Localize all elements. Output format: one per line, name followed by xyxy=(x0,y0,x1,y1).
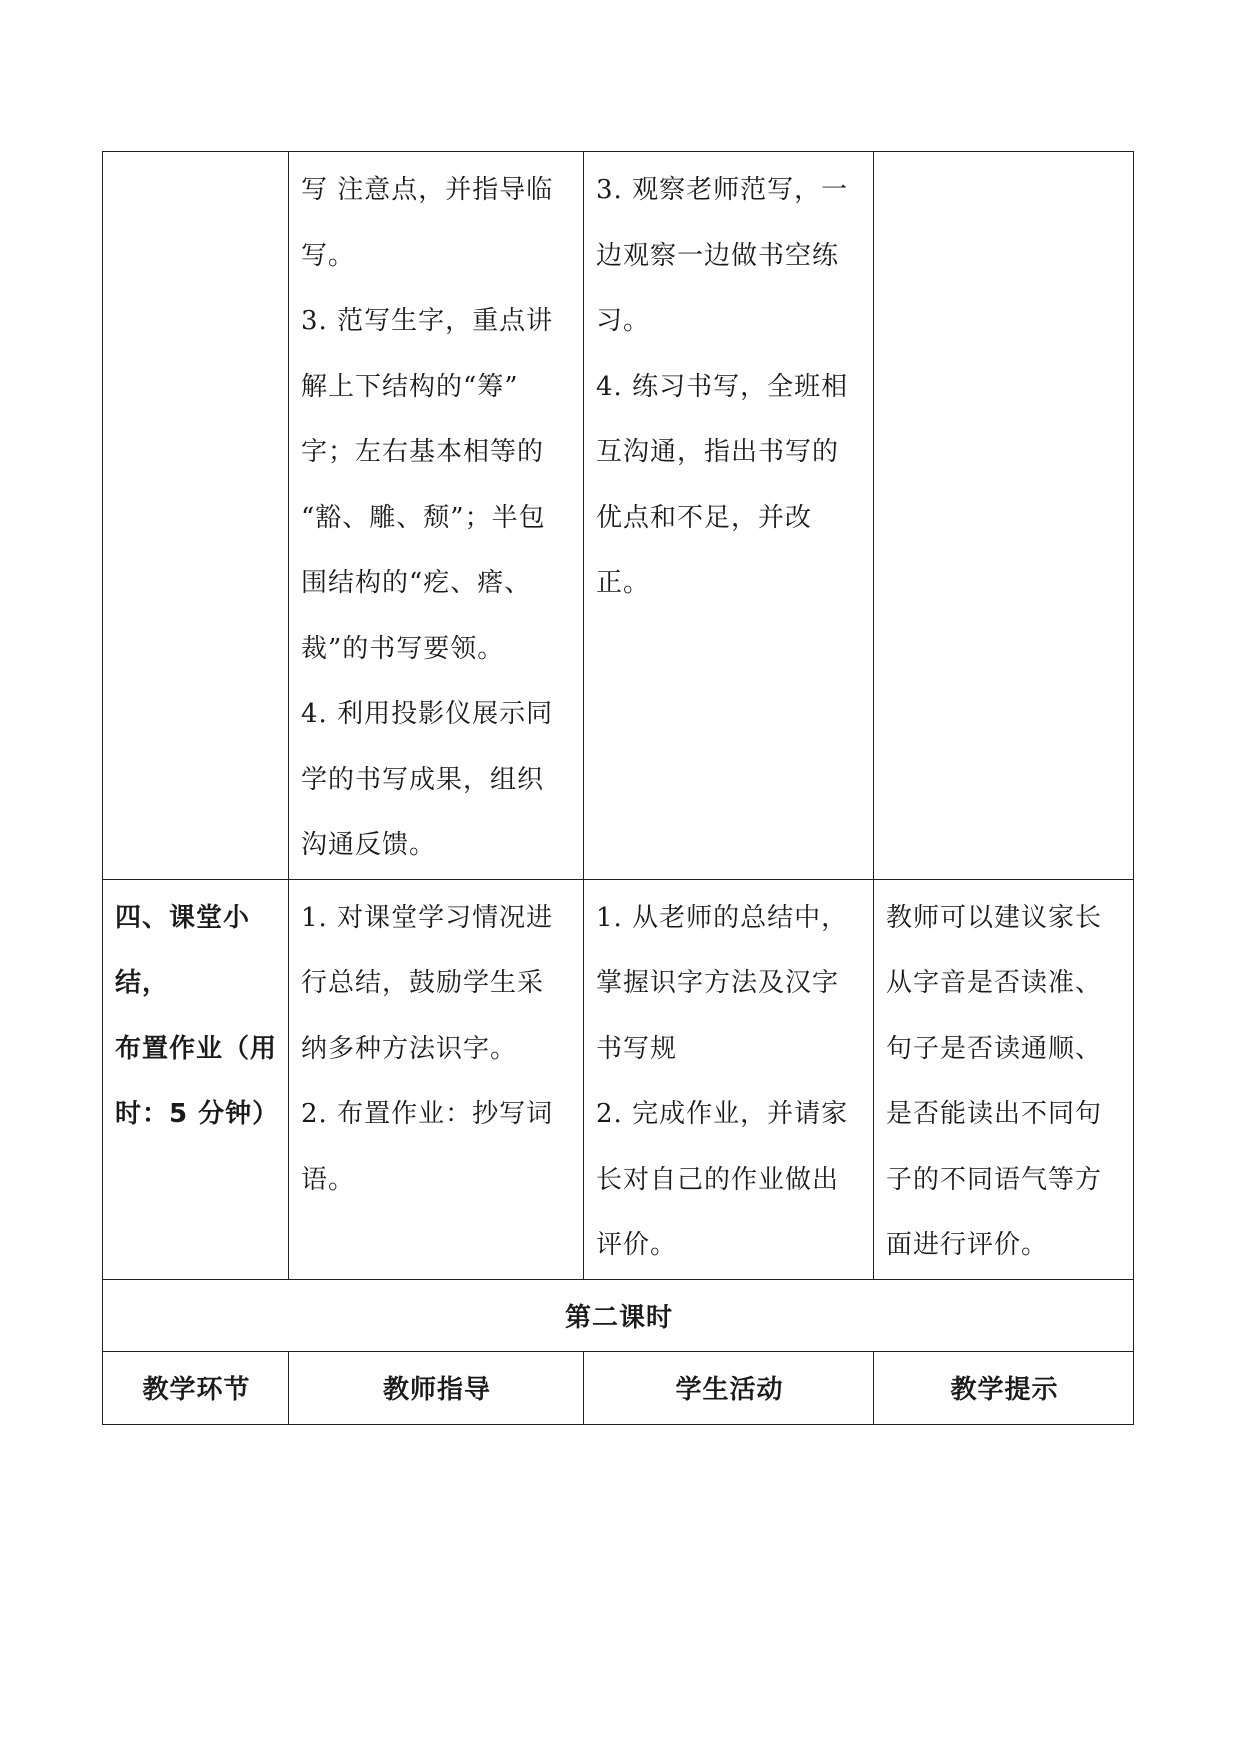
student-activity-cell xyxy=(584,152,874,880)
column-header: 教学提示 xyxy=(874,1352,1134,1425)
section-title: 第二课时 xyxy=(103,1279,1134,1352)
text-line: 写 注意点，并指导临 xyxy=(301,175,554,205)
text-line: 3. 范写生字，重点讲 xyxy=(301,306,554,336)
teacher-guidance-cell xyxy=(289,879,584,1279)
text-line: 边观察一边做书空练 xyxy=(596,240,840,271)
text-line: “豁、雕、颓”；半包 xyxy=(301,502,546,533)
text-line: 沟通反馈。 xyxy=(301,830,437,860)
text-line: 句子是否读通顺、 xyxy=(886,1033,1103,1064)
text-line: 学的书写成果，组织 xyxy=(301,764,545,795)
text-line: 习。 xyxy=(596,306,651,336)
text-line: 1. 从老师的总结中， xyxy=(596,902,849,933)
stage-cell xyxy=(103,879,289,1279)
text-line: 3. 观察老师范写，一 xyxy=(596,175,849,205)
teaching-hint-cell xyxy=(874,152,1134,880)
text-line: 面进行评价。 xyxy=(886,1230,1049,1260)
text-line: 四、课堂小结， xyxy=(115,902,251,998)
teaching-hint-cell xyxy=(874,879,1134,1279)
text-line: 纳多种方法识字。 xyxy=(301,1033,518,1064)
text-line: 长对自己的作业做出 xyxy=(596,1164,840,1195)
text-line: 是否能读出不同句 xyxy=(886,1099,1103,1129)
text-line: 解上下结构的“筹” xyxy=(301,371,519,402)
text-line: 裁”的书写要领。 xyxy=(301,633,505,664)
teacher-guidance-cell xyxy=(289,152,584,880)
section-title-row xyxy=(103,1279,1134,1352)
text-line: 围结构的“疙、瘩、 xyxy=(301,568,532,598)
text-line: 从字音是否读准、 xyxy=(886,968,1103,998)
text-line: 时：5 分钟） xyxy=(115,1099,280,1129)
student-activity-cell xyxy=(584,879,874,1279)
text-line: 掌握识字方法及汉字 xyxy=(596,968,840,998)
text-line: 评价。 xyxy=(596,1230,678,1260)
text-line: 1. 对课堂学习情况进 xyxy=(301,902,554,933)
column-header: 学生活动 xyxy=(584,1352,874,1425)
text-line: 教师可以建议家长 xyxy=(886,902,1103,933)
text-line: 子的不同语气等方 xyxy=(886,1164,1103,1195)
column-header: 教师指导 xyxy=(289,1352,584,1425)
text-line: 2. 完成作业，并请家 xyxy=(596,1099,849,1129)
text-line: 4. 利用投影仪展示同 xyxy=(301,699,554,729)
text-line: 字；左右基本相等的 xyxy=(301,437,545,467)
text-line: 互沟通，指出书写的 xyxy=(596,437,840,467)
column-header: 教学环节 xyxy=(103,1352,289,1425)
text-line: 布置作业（用 xyxy=(115,1033,278,1064)
table-row xyxy=(103,152,1134,880)
text-line: 2. 布置作业：抄写词 xyxy=(301,1099,554,1129)
text-line: 写。 xyxy=(301,240,356,271)
text-line: 优点和不足，并改正。 xyxy=(596,502,813,598)
stage-cell xyxy=(103,152,289,880)
text-line: 语。 xyxy=(301,1164,356,1195)
text-line: 行总结，鼓励学生采 xyxy=(301,968,545,998)
header-row xyxy=(103,1352,1134,1425)
table-row xyxy=(103,879,1134,1279)
lesson-plan-table xyxy=(102,151,1134,1425)
text-line: 4. 练习书写，全班相 xyxy=(596,371,849,402)
text-line: 书写规 xyxy=(596,1033,678,1064)
